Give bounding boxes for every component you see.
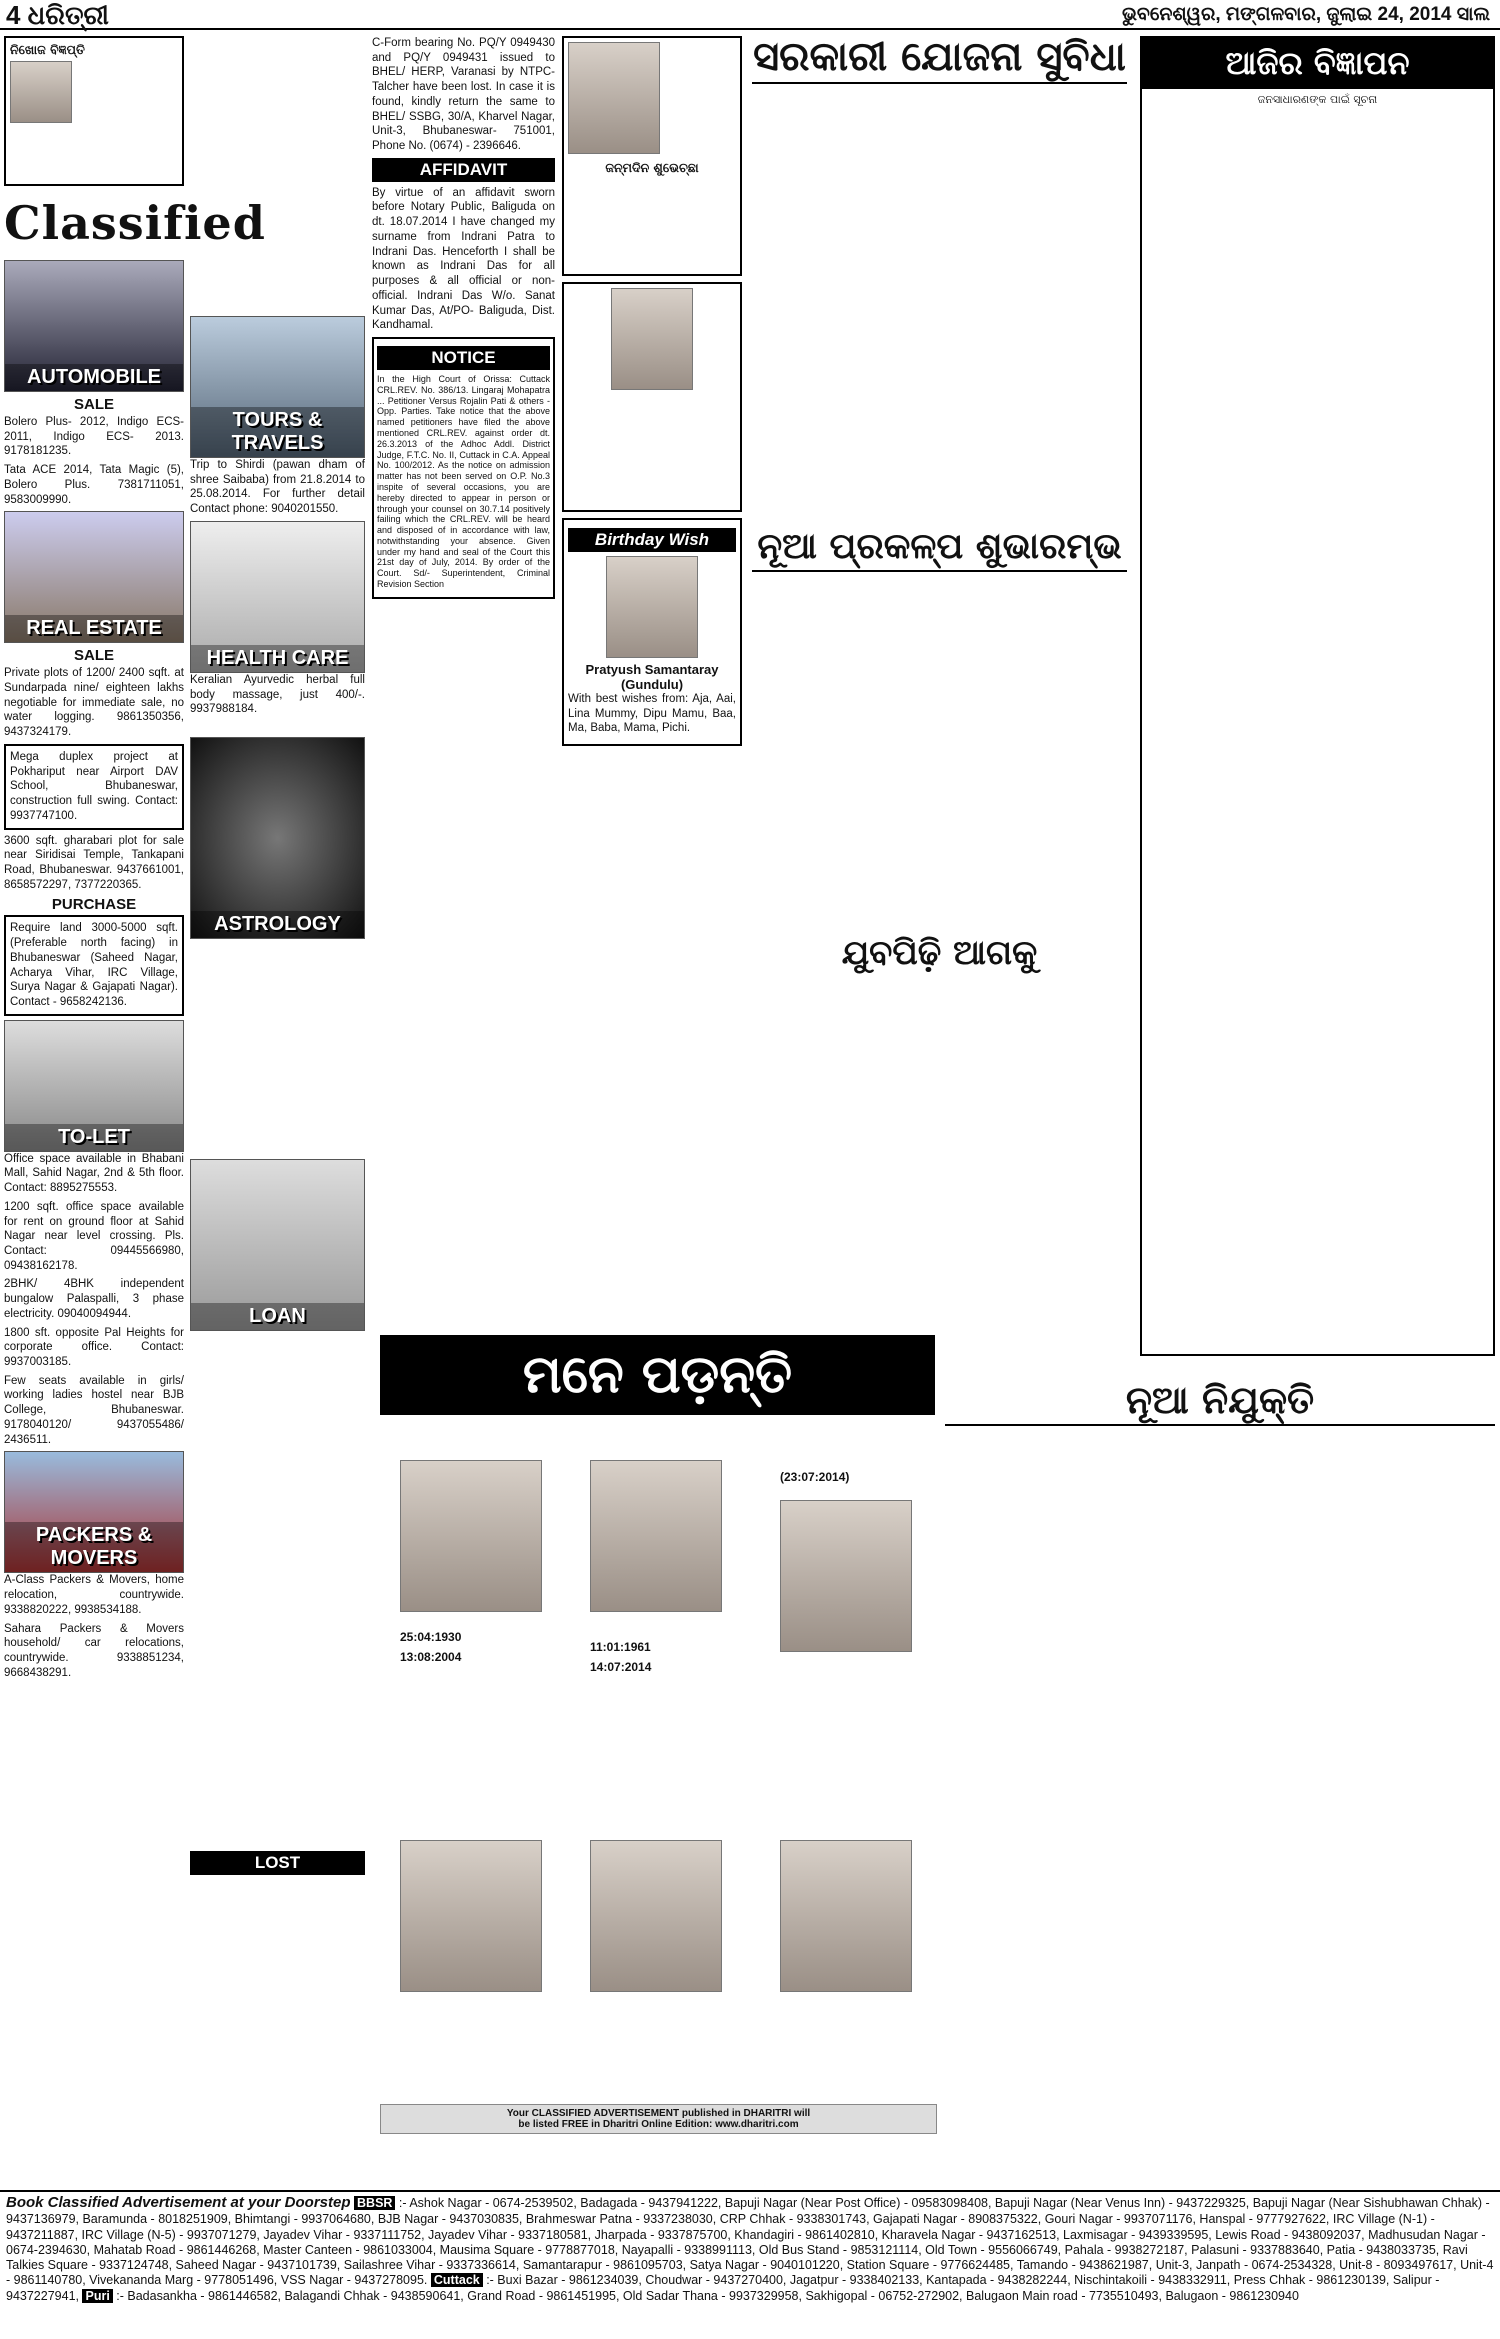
obituary-date: (23:07:2014) — [780, 1470, 850, 1484]
online-banner-line: be listed FREE in Dharitri Online Edition: www.dharitri.com — [518, 2119, 799, 2130]
real-estate-image — [4, 511, 184, 643]
obituary-photo — [400, 1840, 542, 1992]
affidavit-text: By virtue of an affidavit sworn before Notary Public, Baliguda on dt. 18.07.2014 I have changed my surname from Indrani Patra to Indrani Das. Henceforth I shall be known as Indrani Das for all purposes & all official or non-official. Indrani Das W/o. Sanat Kumar Das, At/PO- Baliguda, Dist. Kandhamal. — [372, 186, 555, 332]
missing-box-title: ନିଖୋଜ ବିଜ୍ଞପ୍ତି — [10, 42, 85, 57]
obituary-banner — [380, 1335, 935, 1415]
tolet-ad: 2BHK/ 4BHK independent bungalow Palaspalli, 3 phase electricity. 09040094944. — [4, 1278, 184, 1320]
obituary-date: 11:01:1961 — [590, 1640, 651, 1654]
notice-text: In the High Court of Orissa: Cuttack CRL.REV. No. 386/13. Lingaraj Mohapatra ... Petitioner Versus Rojalin Pati & others - Opp. Parties. Take notice that the above named petitioners have filed the above mentioned CRL.REV. against order dt. 26.3.2013 of the Adhoc Addl. District Judge, F.T.C. No. II, Cuttack in C.A. Appeal No. 100/2012. As the notice on admission matter has not been served on O.P. No.3 inspite of several occasions, you are hereby directed to appear in person or through your counsel on 30.7.14 positively failing which the CRL.REV. will be heard and disposed of in accordance with law, notwithstanding your absence. Given under my hand and seal of the Court this 21st day of July, 2014. By order of the Court. Sd/- Superintendent, Criminal Revision Section — [377, 373, 550, 590]
sale-ad: Bolero Plus- 2012, Indigo ECS- 2011, Indigo ECS- 2013. 9178181235. — [4, 416, 184, 458]
obituary-photo — [780, 1500, 912, 1652]
wish-box — [562, 282, 742, 512]
sale2-ad: Mega duplex project at Pokhariput near Airport DAV School, Bhubaneswar, construction full swing. Contact: 9937747100. — [4, 744, 184, 830]
obituary-date: 14:07:2014 — [590, 1660, 652, 1674]
packers-label: PACKERS & MOVERS — [5, 1522, 183, 1572]
child-photo — [568, 42, 660, 154]
obituary-date: 13:08:2004 — [400, 1650, 462, 1664]
obituary-photo — [590, 1840, 722, 1992]
astrology-image — [190, 737, 365, 939]
footer-city: Cuttack — [431, 2273, 483, 2287]
birthday-name: Pratyush Samantaray (Gundulu) — [585, 662, 719, 692]
tolet-ad: Office space available in Bhabani Mall, Sahid Nagar, 2nd & 5th floor. Contact: 8895275553. — [4, 1152, 184, 1195]
footer-city: Puri — [82, 2289, 112, 2303]
missing-box — [4, 36, 184, 186]
right-section-title: ଆଜିର ବିଜ୍ଞାପନ — [1142, 38, 1493, 89]
tolet-label: TO-LET — [5, 1124, 183, 1151]
health-ad: Keralian Ayurvedic herbal full body massage, just 400/-. 9937988184. — [190, 673, 365, 716]
footer-booking — [0, 2190, 1500, 2339]
birthday-title: Birthday Wish — [568, 528, 736, 552]
online-banner — [380, 2104, 937, 2134]
obituary-title: ମନେ ପଡ଼ନ୍ତି — [522, 1345, 793, 1405]
automobile-label: AUTOMOBILE — [5, 364, 183, 391]
classified-column-2 — [190, 36, 365, 2186]
sale2-ad: 3600 sqft. gharabari plot for sale near Siridisai Temple, Tankapani Road, Bhubaneswar. 9437661001, 8658572297, 7377220365. — [4, 834, 184, 891]
obituary-photo — [400, 1460, 542, 1612]
footer-city: BBSR — [354, 2196, 395, 2210]
tolet-image — [4, 1020, 184, 1152]
article-body — [752, 88, 1127, 528]
lost-title: LOST — [190, 1851, 365, 1875]
tours-image — [190, 316, 365, 458]
classified-column-1 — [4, 36, 266, 2186]
sale-title: SALE — [73, 396, 114, 413]
packers-image — [4, 1451, 184, 1573]
wishes-column — [562, 36, 742, 1316]
obituary-photo — [780, 1840, 912, 1992]
wish-box — [562, 36, 742, 276]
center-headline: ନୂଆ ପ୍ରକଳ୍ପ ଶୁଭାରମ୍ଭ — [757, 525, 1122, 567]
footer-city-list: :- Badasankha - 9861446582, Balagandi Chhak - 9438590641, Grand Road - 9861451995, Old Sadar Thana - 9937329958, Sakhigopal - 06752-272902, Balugaon Main road - 7735510493, Balugaon - 9861230940 — [116, 2288, 1299, 2303]
loan-image — [190, 1159, 365, 1331]
automobile-image — [4, 260, 184, 392]
obituary-date: 25:04:1930 — [400, 1630, 462, 1644]
health-label: HEALTH CARE — [191, 645, 364, 672]
tolet-ad: 1200 sqft. office space available for rent on ground floor at Sahid Nagar near level crossing. Pls. Contact: 09445566980, 09438162178. — [4, 1200, 184, 1272]
birthday-wishes: With best wishes from: Aja, Aai, Lina Mummy, Dipu Mamu, Baa, Ma, Baba, Mama, Pichi. — [568, 693, 736, 735]
packers-ad: Sahara Packers & Movers household/ car relocations, countrywide. 9338851234, 9668438291. — [4, 1622, 184, 1679]
tours-label: TOURS & TRAVELS — [191, 407, 364, 457]
child-photo — [10, 61, 72, 123]
sale-ad: Tata ACE 2014, Tata Magic (5), Bolero Plus. 7381711051, 9583009990. — [4, 464, 184, 506]
child-photo — [606, 556, 698, 658]
center-headline: ଯୁବପିଢ଼ି ଆଗକୁ — [841, 932, 1038, 973]
notice-box — [372, 337, 555, 599]
obituary-photo — [590, 1460, 722, 1612]
center-headline: ସରକାରୀ ଯୋଜନା ସୁବିଧା — [753, 33, 1126, 80]
tolet-ad: 1800 sft. opposite Pal Heights for corporate office. Contact: 9937003185. — [4, 1326, 184, 1369]
online-banner-line: Your CLASSIFIED ADVERTISEMENT published in DHARITRI will — [506, 2108, 811, 2119]
packers-ad: A-Class Packers & Movers, home relocation, countrywide. 9338820222, 9938534188. — [4, 1574, 184, 1616]
center-column — [752, 33, 1127, 1366]
right-lower-column — [945, 1377, 1495, 2180]
classified-title: Classified — [4, 196, 266, 250]
purchase-title: PURCHASE — [51, 896, 137, 914]
child-photo — [611, 288, 693, 390]
footer-lead: Book Classified Advertisement at your Doorstep — [6, 2194, 351, 2211]
page-date: ଭୁବନେଶ୍ୱର, ମଙ୍ଗଳବାର, ଜୁଲାଇ 24, 2014 ସାଲ — [1121, 4, 1490, 25]
sale2-title: SALE — [73, 647, 114, 665]
purchase-ad: Require land 3000-5000 sqft. (Preferable north facing) in Bhubaneswar (Saheed Nagar, Acharya Vihar, IRC Village, Surya Nagar & Gajapati Nagar). Contact - 9658242136. — [4, 915, 184, 1015]
affidavit-title: AFFIDAVIT — [372, 158, 555, 182]
right-headline: ନୂଆ ନିଯୁକ୍ତି — [1125, 1377, 1315, 1422]
page-header — [0, 0, 1500, 30]
footer-city-list: :- Buxi Bazar - 9861234039, Choudwar - 9437270400, Jagatpur - 9338402133, Kantapada - 9438282244, Nischintakoili - 9438332911, Press Chhak - 9861230139, Salipur - 9437227941, — [6, 2273, 1440, 2303]
loan-label: LOAN — [191, 1303, 364, 1330]
page-number: 4 ଧରିତ୍ରୀ — [6, 0, 109, 30]
right-subtitle: ଜନସାଧାରଣଙ୍କ ପାଇଁ ସୂଚନା — [1257, 93, 1378, 106]
astrology-label: ASTROLOGY — [191, 911, 364, 938]
right-column — [1140, 36, 1495, 1356]
birthday-box — [562, 518, 742, 746]
sale2-ad: Private plots of 1200/ 2400 sqft. at Sundarpada nine/ eighteen lakhs negotiable for immediate sale, no water logging. 9861350356, 9437324179. — [4, 667, 184, 739]
obituary-grid — [380, 1420, 935, 2140]
health-image — [190, 521, 365, 673]
wish-tag: ଜନ୍ମଦିନ ଶୁଭେଚ୍ଛା — [605, 160, 699, 175]
real-estate-label: REAL ESTATE — [5, 615, 183, 642]
notice-title: NOTICE — [377, 346, 550, 370]
footer-city-list: :- Ashok Nagar - 0674-2539502, Badagada - 9437941222, Bapuji Nagar (Near Post Office) - 09583098408, Bapuji Nagar (Near Venus Inn) - 9437229325, Bapuji Nagar (Near Sishubhawan Chhak) - 9437136979, Baramunda - 8018251909, Bhimtangi - 9937064680, BJB Nagar - 9437030835, Brahmeswar Patna - 9337238030, CRP Chhak - 9338301743, Gajapati Nagar - 8908375322, Gouri Nagar - 9937071176, Hanspal - 9777927622, IRC Village (N-1) - 9437211887, IRC Village (N-5) - 9937071279, Jayadev Vihar - 9337111752, Jayadev Vihar - 9337180581, Jharpada - 9337875700, Khandagiri - 9861402810, Kharavela Nagar - 9437162513, Laxmisagar - 9439339595, Lewis Road - 9438092037, Madhusudan Nagar - 0674-2394630, Mahatab Road - 9861446268, Master Canteen - 9861033004, Mausima Square - 9778877018, Nayapalli - 9338991113, Old Bus Stand - 9853121114, Old Town - 9556066749, Pahala - 9938272187, Palasuni - 9337883640, Patia - 9438033735, Ravi Talkies Square - 9337124748, Saheed Nagar - 9437101739, Sailashree Vihar - 9337336614, Samantarapur - 9861095703, Satya Nagar - 9040101220, Station Square - 9776624485, Tamando - 9438621987, Unit-3, Janpath - 0674-2534328, Unit-8 - 8093497617, Unit-4 - 9861140780, Vivekananda Marg - 9778051496, VSS Nagar - 9437278095. — [6, 2196, 1494, 2288]
tolet-ad: Few seats available in girls/ working ladies hostel near BJB College, Bhubaneswar. 9178040120/ 9437055486/ 2436511. — [4, 1374, 184, 1446]
tours-ad: Trip to Shirdi (pawan dham of shree Saibaba) from 21.8.2014 to 25.08.2014. For further detail Contact phone: 9040201550. — [190, 459, 365, 516]
cform-ad: C-Form bearing No. PQ/Y 0949430 and PQ/Y 0949431 issued to BHEL/ HERP, Varanasi by NTPC- Talcher have been lost. In case it is found, kindly return the same to BHEL/ SSBG, 30/A, Kharvel Nagar, Unit-3, Bhubaneswar- 751001, Phone No. (0674) - 2396646. — [372, 37, 555, 153]
